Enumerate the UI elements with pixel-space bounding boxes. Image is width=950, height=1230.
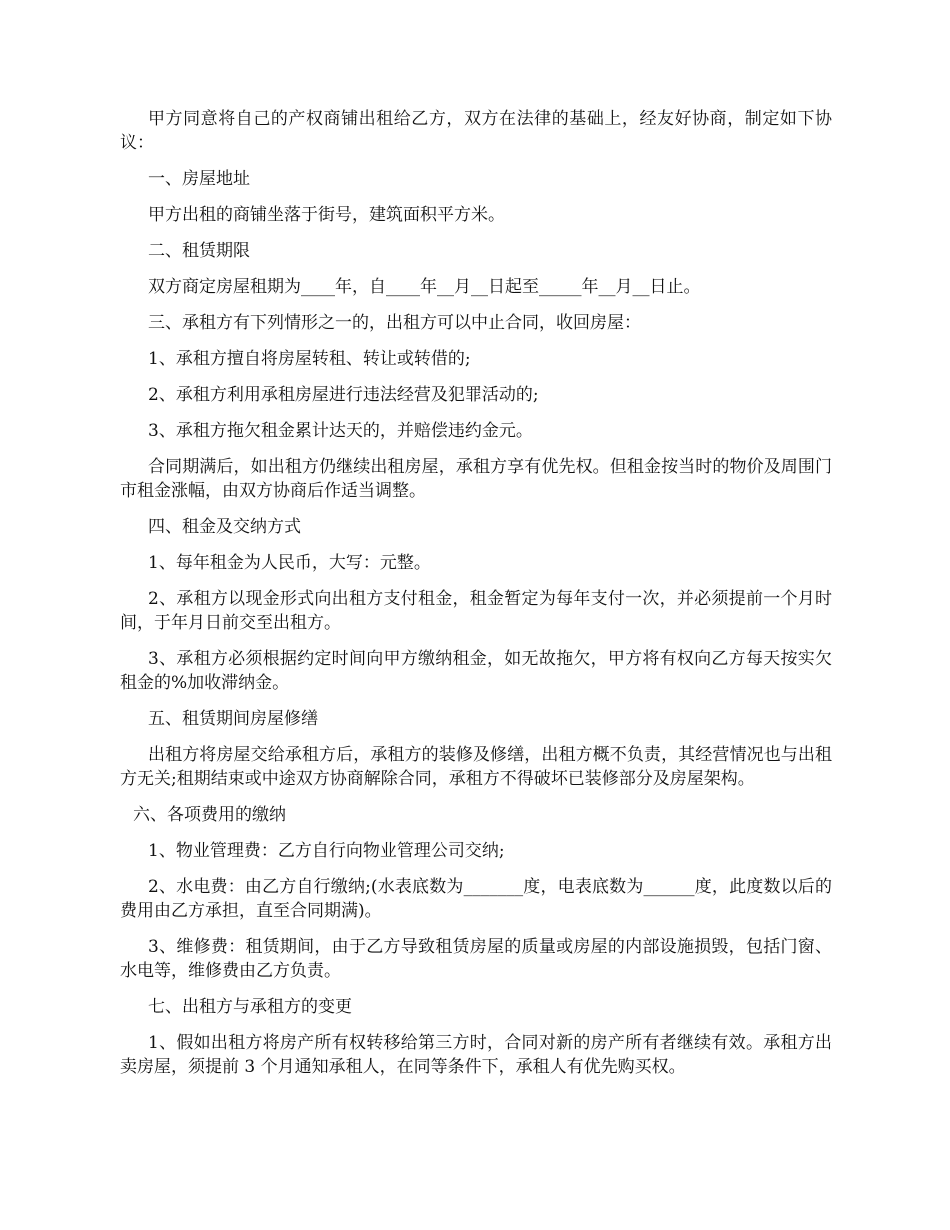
- intro-paragraph: 甲方同意将自己的产权商铺出租给乙方，双方在法律的基础上，经友好协商，制定如下协议：: [120, 109, 832, 153]
- list-item: 3、承租方必须根据约定时间向甲方缴纳租金，如无故拖欠，甲方将有权向乙方每天按实欠租金的%加收滞纳金。: [120, 649, 832, 693]
- list-item: 2、水电费：由乙方自行缴纳;(水表底数为_______度，电表底数为______度，此度数以后的费用由乙方承担，直至合同期满)。: [120, 877, 832, 921]
- list-item: 3、维修费：租赁期间，由于乙方导致租赁房屋的质量或房屋的内部设施损毁，包括门窗、水电等，维修费由乙方负责。: [120, 937, 832, 981]
- document-body: [120, 107, 832, 1091]
- paragraph: 双方商定房屋租期为____年，自____年__月__日起至_____年__月__日止。: [148, 277, 701, 297]
- paragraph: 甲方出租的商铺坐落于街号，建筑面积平方米。: [148, 205, 505, 225]
- list-item: 1、承租方擅自将房屋转租、转让或转借的;: [148, 349, 471, 369]
- list-item: 2、承租方利用承租房屋进行违法经营及犯罪活动的;: [148, 385, 539, 405]
- list-item: 2、承租方以现金形式向出租方支付租金，租金暂定为每年支付一次，并必须提前一个月时间，于年月日前交至出租方。: [120, 589, 832, 633]
- section-heading-1: 一、房屋地址: [148, 169, 250, 189]
- section-heading-5: 五、租赁期间房屋修缮: [148, 709, 318, 729]
- section-heading-6: 六、各项费用的缴纳: [133, 805, 286, 825]
- list-item: 1、每年租金为人民币，大写：元整。: [148, 553, 431, 573]
- section-heading-3: 三、承租方有下列情形之一的，出租方可以中止合同，收回房屋：: [148, 313, 641, 333]
- section-heading-4: 四、租金及交纳方式: [148, 517, 301, 537]
- section-heading-7: 七、出租方与承租方的变更: [148, 997, 352, 1017]
- list-item: 3、承租方拖欠租金累计达天的，并赔偿违约金元。: [148, 421, 533, 441]
- list-item: 1、物业管理费：乙方自行向物业管理公司交纳;: [148, 841, 505, 861]
- list-item: 1、假如出租方将房产所有权转移给第三方时，合同对新的房产所有者继续有效。承租方出卖房屋，须提前 3 个月通知承租人，在同等条件下，承租人有优先购买权。: [120, 1033, 832, 1077]
- section-heading-2: 二、租赁期限: [148, 241, 250, 261]
- paragraph: 合同期满后，如出租方仍继续出租房屋，承租方享有优先权。但租金按当时的物价及周围门市租金涨幅，由双方协商后作适当调整。: [120, 457, 832, 501]
- paragraph: 出租方将房屋交给承租方后，承租方的装修及修缮，出租方概不负责，其经营情况也与出租方无关;租期结束或中途双方协商解除合同，承租方不得破坏已装修部分及房屋架构。: [120, 745, 832, 789]
